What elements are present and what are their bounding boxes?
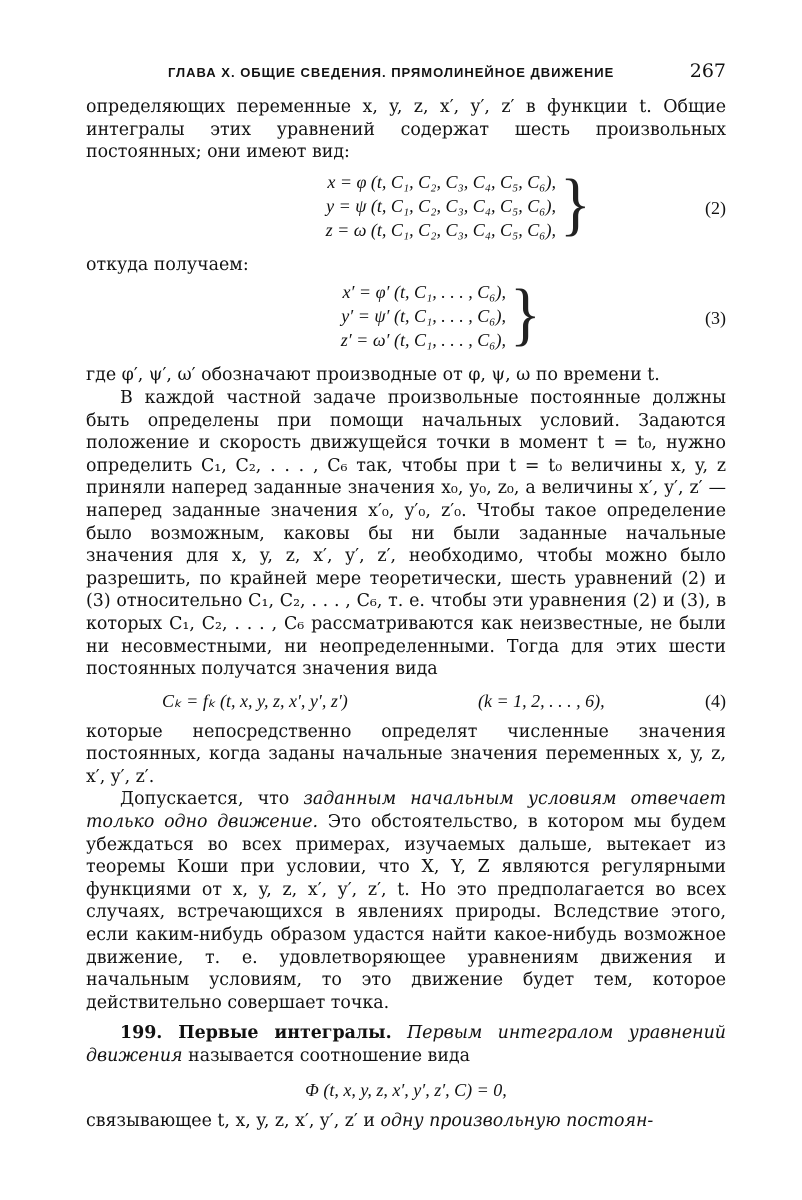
- equation-4-number: (4): [705, 690, 726, 711]
- paragraph-6: [86, 788, 726, 1014]
- equation-2-line-3: z = ω (t, C₁, C₂, C₃, C₄, C₅, C₆),: [325, 219, 556, 240]
- equation-2-number: (2): [705, 197, 726, 218]
- paragraph-4: В каждой частной задаче произвольные постоянные должны быть определены при помощи начальных условий. Задаются положение и скорость движущейся точки в момент t = t₀, нужно определить C₁, C₂, . . . , C₆ так, чтобы при t = t₀ величины x, y, z приняли наперед заданные значения x₀, y₀, z₀, а величины x′, y′, z′ — наперед заданные значения x′₀, y′₀, z′₀. Чтобы такое определение было возможным, каковы бы ни были заданные начальные значения для x, y, z, x′, y′, z′, необходимо, чтобы можно было разрешить, по крайней мере теоретически, шесть уравнений (2) и (3) относительно C₁, C₂, . . . , C₆, т. е. чтобы эти уравнения (2) и (3), в которых C₁, C₂, . . . , C₆ рассматриваются как неизвестные, не были ни несовместными, ни неопределенными. Тогда для этих шести постоянных получатся значения вида: [86, 387, 726, 680]
- page: [86, 60, 726, 1132]
- section-heading: 199. Первые интегралы.: [120, 1023, 392, 1044]
- paragraph-8-start: связывающее t, x, y, z, x′, y′, z′ и: [86, 1110, 381, 1131]
- paragraph-8: [86, 1110, 726, 1133]
- chapter-title: ГЛАВА X. ОБЩИЕ СВЕДЕНИЯ. ПРЯМОЛИНЕЙНОЕ ДВИЖЕНИЕ: [168, 65, 615, 80]
- running-header: [86, 60, 726, 96]
- equation-3-line-1: x′ = φ′ (t, C₁, . . . , C₆),: [342, 282, 506, 303]
- right-brace: }: [510, 274, 541, 353]
- equation-2-line-1: x = φ (t, C₁, C₂, C₃, C₄, C₅, C₆),: [327, 171, 556, 192]
- equation-4-range: (k = 1, 2, . . . , 6),: [478, 690, 605, 711]
- section-definition: Первым интегралом уравнений движения: [86, 1023, 726, 1066]
- equation-2-line-2: y = ψ (t, C₁, C₂, C₃, C₄, C₅, C₆),: [326, 195, 556, 216]
- equation-3-number: (3): [705, 308, 726, 329]
- paragraph-2: откуда получаем:: [86, 254, 249, 275]
- paragraph-3: где φ′, ψ′, ω′ обозначают производные от φ, ψ, ω по времени t.: [86, 365, 660, 386]
- section-rest: называется соотношение вида: [182, 1046, 470, 1066]
- equation-4: [86, 685, 726, 717]
- equation-4-formula: Cₖ = fₖ (t, x, y, z, x′, y′, z′): [162, 690, 348, 711]
- equation-3-line-3: z′ = ω′ (t, C₁, . . . , C₆),: [340, 330, 506, 351]
- paragraph-8-emphasis: одну произвольную постоян-: [380, 1110, 654, 1131]
- paragraph-6-rest: Это обстоятельство, в котором мы будем убеждаться во всех примерах, изучаемых дальше, вытекает из теоремы Коши при условии, что X, Y, Z являются регулярными функциями от x, y, z, x′, y′, z′, t. Но это предполагается во всех случаях, встречающихся в явлениях природы. Вследствие этого, если каким-нибудь образом удастся найти какое-нибудь возможное движение, т. е. удовлетворяющее уравнениям движения и начальным условиям, то это движение будет тем, которое действительно совершает точка.: [86, 812, 726, 1013]
- equation-first-integral: Φ (t, x, y, z, x′, y′, z′, C) = 0,: [305, 1079, 507, 1100]
- paragraph-6-emphasis: заданным начальным условиям отвечает только одно движение.: [86, 789, 726, 833]
- equation-3-line-2: y′ = ψ′ (t, C₁, . . . , C₆),: [341, 306, 506, 327]
- paragraph-6-start: Допускается, что: [120, 789, 304, 810]
- paragraph-1: определяющих переменные x, y, z, x′, y′, z′ в функции t. Общие интегралы этих уравнений содержат шесть произвольных постоянных; они имеют вид:: [86, 97, 726, 163]
- equation-3: [86, 274, 726, 358]
- paragraph-5: которые непосредственно определят численные значения постоянных, когда заданы начальные значения переменных x, y, z, x′, y′, z′.: [86, 721, 726, 787]
- page-number: 267: [689, 60, 726, 82]
- section-199: [86, 1022, 726, 1067]
- right-brace: }: [560, 164, 591, 243]
- equation-2: [86, 164, 726, 248]
